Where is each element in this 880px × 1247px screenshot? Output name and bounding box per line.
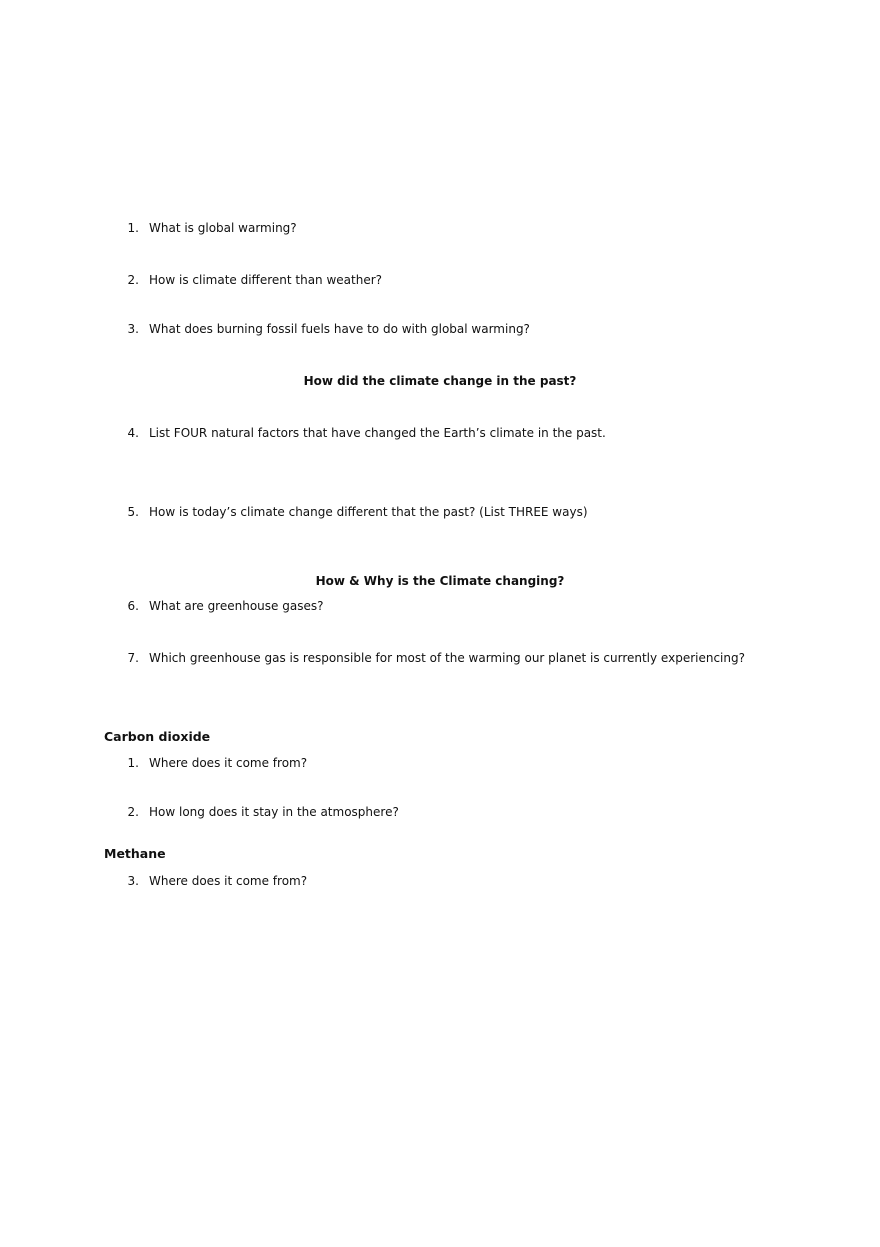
question-text: What are greenhouse gases? — [149, 599, 324, 613]
subheading-carbon-dioxide: Carbon dioxide — [104, 729, 211, 744]
question-text: Which greenhouse gas is responsible for most of the warming our planet is currently experiencing? — [149, 651, 745, 665]
question-number: 5. — [127, 505, 139, 519]
question-text: Where does it come from? — [149, 874, 308, 888]
question-text: What is global warming? — [149, 221, 297, 235]
question-number: 6. — [127, 599, 139, 613]
question-text: List FOUR natural factors that have changed the Earth’s climate in the past. — [149, 426, 606, 440]
question-text: Where does it come from? — [149, 756, 308, 770]
question-text: How is climate different than weather? — [149, 273, 383, 287]
question-number: 2. — [127, 273, 139, 287]
section-heading-past-climate: How did the climate change in the past? — [303, 374, 577, 388]
question-text: How is today’s climate change different that the past? (List THREE ways) — [149, 505, 588, 519]
subheading-methane: Methane — [104, 846, 166, 861]
section-heading-climate-changing: How & Why is the Climate changing? — [315, 574, 565, 588]
question-number: 1. — [127, 756, 139, 770]
question-number: 2. — [127, 805, 139, 819]
question-number: 3. — [127, 322, 139, 336]
question-number: 3. — [127, 874, 139, 888]
question-text: What does burning fossil fuels have to do with global warming? — [149, 322, 530, 336]
question-number: 1. — [127, 221, 139, 235]
question-text: How long does it stay in the atmosphere? — [149, 805, 399, 819]
question-number: 7. — [127, 651, 139, 665]
question-number: 4. — [127, 426, 139, 440]
